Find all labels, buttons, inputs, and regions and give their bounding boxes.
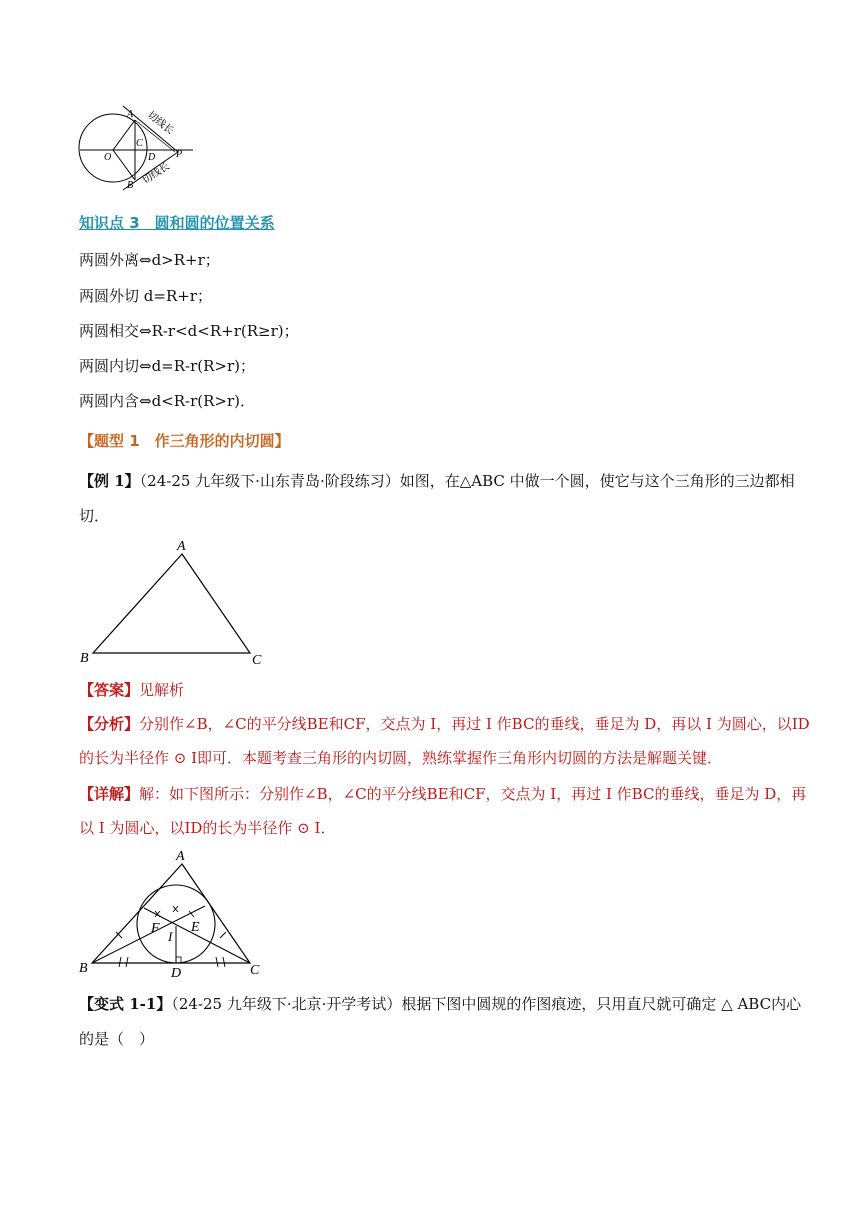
example-1-line-1 — [79, 471, 795, 491]
fig1-label-c: C — [136, 138, 143, 149]
fig2-label-b: B — [80, 651, 89, 666]
example-1-tag: 【例 1】 — [79, 472, 140, 490]
relation-line-3: 两圆相交⇔R-r<d<R+r(R≥r)； — [79, 322, 299, 340]
detail-line-1 — [79, 784, 806, 804]
arc-mark-5 — [216, 957, 218, 967]
arc-mark-3 — [126, 957, 128, 967]
variant-source: （24-25 九年级下·北京·开学考试） — [171, 995, 402, 1013]
fig3-label-d: D — [171, 966, 182, 980]
variant-tag: 【变式 1-1】 — [79, 995, 172, 1013]
triangle-abc — [93, 554, 250, 653]
relation-line-1: 两圆外离⇔d>R+r； — [79, 251, 220, 269]
fig3-label-c: C — [250, 963, 260, 978]
fig3-label-f: F — [151, 921, 160, 936]
variant-text-1: 根据下图中圆规的作图痕迹，只用直尺就可确定 △ ABC内心 — [401, 995, 802, 1013]
analysis-line-1 — [79, 714, 810, 734]
answer-tag: 【答案】 — [79, 681, 140, 699]
fig1-label-b: B — [127, 180, 134, 191]
right-angle-mark — [176, 957, 181, 963]
tangent-top-label: 切线长 — [145, 109, 176, 137]
answer-text: 见解析 — [139, 681, 185, 699]
fig1-label-d: D — [148, 152, 156, 163]
incircle-construction-figure — [76, 848, 276, 980]
section-3-heading: 知识点 3 圆和圆的位置关系 — [79, 214, 275, 232]
arc-mark-6 — [223, 957, 225, 967]
fig1-label-a: A — [127, 109, 134, 120]
tangent-length-figure — [75, 104, 200, 192]
analysis-line-2: 的长为半径作 ⊙ I即可．本题考查三角形的内切圆，熟练掌握作三角形内切圆的方法是解题关键． — [79, 749, 723, 767]
detail-line-2: 以 I 为圆心，以ID的长为半径作 ⊙ I． — [79, 819, 336, 837]
relation-line-5: 两圆内含⇔d<R-r(R>r)． — [79, 392, 256, 410]
fig3-label-i: I — [168, 929, 173, 944]
variant-line-2: 的是（ ） — [79, 1030, 155, 1048]
example-1-source: （24-25 九年级下·山东青岛·阶段练习） — [139, 472, 400, 490]
fig3-label-b: B — [79, 961, 88, 976]
triangle-abc-2 — [92, 864, 250, 963]
fig3-label-a: A — [176, 849, 185, 864]
analysis-tag: 【分析】 — [79, 715, 140, 733]
fig2-label-c: C — [252, 653, 262, 668]
example-1-line-2: 切． — [79, 507, 110, 525]
fig3-label-e: E — [191, 920, 200, 935]
arc-mark-4 — [220, 932, 226, 938]
detail-text-1: 解：如下图所示：分别作∠B，∠C的平分线BE和CF，交点为 I，再过 I 作BC的垂线，垂足为 D，再 — [139, 785, 807, 803]
analysis-text-1: 分别作∠B，∠C的平分线BE和CF，交点为 I，再过 I 作BC的垂线，垂足为 D，再以 I 为圆心，以ID — [139, 715, 810, 733]
fig1-label-o: O — [104, 152, 112, 163]
answer-line — [79, 680, 184, 700]
detail-tag: 【详解】 — [79, 785, 140, 803]
type-1-heading: 【题型 1 作三角形的内切圆】 — [79, 432, 290, 450]
tangent-bottom-label: 切线长 — [140, 160, 172, 187]
relation-line-2: 两圆外切 d=R+r； — [79, 287, 212, 305]
relation-line-4: 两圆内切⇔d=R-r(R>r)； — [79, 357, 256, 375]
fig1-label-p: P — [176, 149, 183, 160]
variant-line-1 — [79, 994, 801, 1014]
example-1-text: 如图，在△ABC 中做一个圆，使它与这个三角形的三边都相 — [399, 472, 795, 490]
arc-mark-8 — [173, 906, 178, 912]
radius-ob — [113, 150, 135, 180]
fig2-label-a: A — [177, 539, 186, 554]
bisector-be — [92, 906, 205, 963]
arc-mark-2 — [119, 957, 121, 967]
triangle-abc-figure — [76, 536, 276, 670]
radius-oa — [113, 120, 135, 150]
